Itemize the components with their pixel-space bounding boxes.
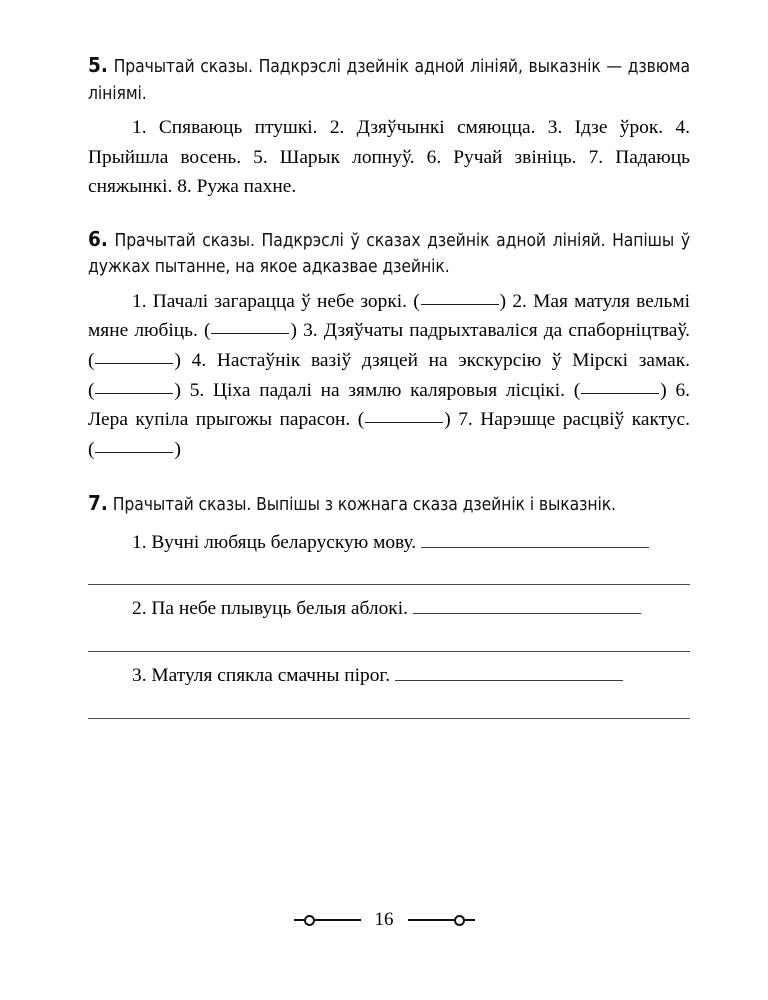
exercise-7-number: 7. (88, 491, 108, 516)
answer-blank-rule[interactable] (88, 718, 690, 719)
answer-blank[interactable]: ( ) (88, 438, 181, 460)
answer-blank[interactable]: ( ) (357, 409, 451, 431)
exercise-7-sentence: 3. Матуля спякла смачны пірог. (132, 665, 391, 687)
answer-write-rule[interactable] (395, 664, 623, 681)
footer-rule-left-long (315, 919, 361, 921)
blank-rule (95, 393, 173, 394)
blank-rule (421, 304, 499, 305)
exercise-7-answer-item (88, 519, 690, 586)
footer-rule-right-short (465, 919, 475, 921)
footer-ring-left-icon (304, 915, 315, 926)
answer-write-rule[interactable] (413, 597, 641, 614)
exercise-6-sentence: 4. Настаўнік вазіў дзяцей на экскурсію ў Мірскі замак. (191, 349, 690, 371)
blank-rule (365, 422, 443, 423)
blank-rule (95, 452, 173, 453)
exercise-6-instruction (88, 226, 690, 281)
exercise-5-number: 5. (88, 53, 108, 77)
blank-rule (211, 333, 289, 334)
exercise-6-sentence: 5. Ціха падалі на зямлю каляровыя лісцікі. (189, 379, 574, 401)
footer-rule-right-long (408, 919, 454, 921)
answer-blank[interactable]: ( ) (573, 379, 667, 401)
exercise-7-instruction-text: Прачытай сказы. Выпішы з кожнага сказа дзейнік і выказнік. (112, 495, 616, 516)
exercise-7-sentence-row (88, 585, 690, 624)
exercise-7-sentence: 1. Вучні любяць беларускую мову. (132, 531, 417, 553)
page-number: 16 (374, 908, 394, 930)
exercise-6-sentence: 1. Пачалі загарацца ў небе зоркі. (132, 290, 414, 312)
exercise-6-sentence: 7. Нарэшце расцвіў кактус. (458, 409, 690, 431)
answer-write-rule[interactable] (421, 531, 649, 548)
exercise-7-instruction (88, 490, 690, 519)
exercise-6-number: 6. (88, 226, 108, 251)
footer-ring-right-icon (454, 915, 465, 926)
exercise-6-sentence: 6. Лера купіла прыгожы парасон. (88, 379, 690, 431)
answer-blank[interactable]: ( ) (203, 320, 297, 342)
answer-blank[interactable]: ( ) (413, 290, 507, 312)
exercise-7-answer-item (88, 585, 690, 652)
exercise-7-answers (88, 519, 690, 719)
exercise-6 (88, 226, 690, 465)
exercise-5-body: 1. Спяваюць птушкі. 2. Дзяўчынкі смяюцца. 3. Ідзе ўрок. 4. Прыйшла восень. 5. Шарык лопнуў. 6. Ручай звініць. 7. Падаюць сняжынкі. 8. Ружа пахне. (88, 117, 690, 198)
exercise-6-body (88, 287, 690, 465)
blank-rule (581, 393, 659, 394)
exercise-6-sentence: 3. Дзяўчаты падрыхтаваліся да спаборніцтваў. (303, 320, 690, 342)
exercise-7 (88, 490, 690, 718)
exercise-7-sentence-row (88, 519, 690, 558)
exercise-7-answer-item (88, 652, 690, 719)
footer-rule-left-short (294, 919, 304, 921)
footer-ornament-left (294, 915, 361, 926)
footer-ornament-right (408, 915, 475, 926)
exercise-5-instruction (88, 52, 690, 107)
exercise-6-instruction-text: Прачытай сказы. Падкрэслі ў сказах дзейнік адной лініяй. Напішы ў дужках пытанне, на якое адказвае дзейнік. (88, 230, 690, 278)
exercise-7-sentence: 2. Па небе плывуць белыя аблокі. (132, 598, 408, 620)
exercise-6-sentence: 2. Мая матуля вельмі мяне любіць. (88, 290, 690, 342)
exercise-7-sentence-row (88, 652, 690, 691)
blank-rule (95, 363, 173, 364)
exercise-5-instruction-text: Прачытай сказы. Падкрэслі дзейнік адной лініяй, выказнік — дзвюма лініямі. (88, 57, 690, 104)
page-footer (0, 900, 768, 940)
answer-blank[interactable]: ( ) (88, 379, 181, 401)
answer-blank[interactable]: ( ) (88, 349, 181, 371)
exercise-5 (88, 52, 690, 202)
